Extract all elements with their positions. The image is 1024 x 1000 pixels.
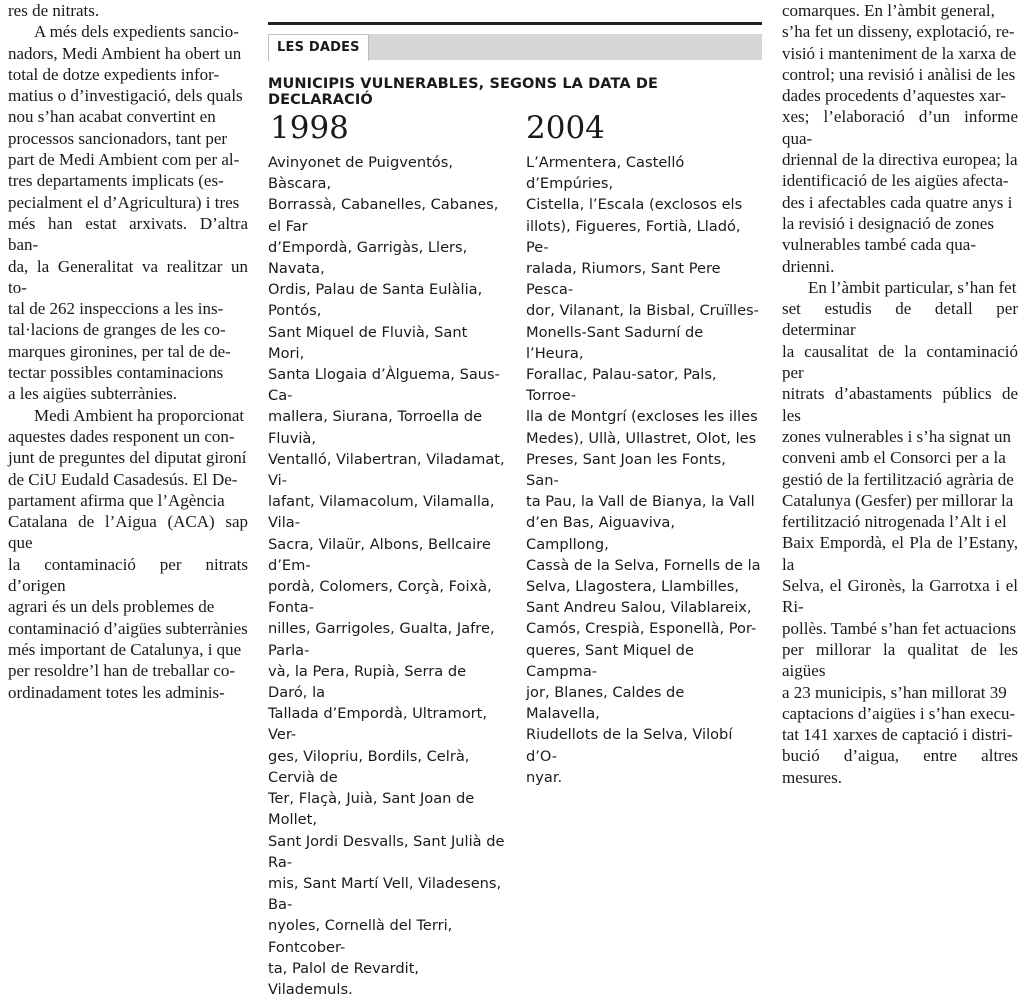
paragraph-continuation: res de nitrats.: [8, 1, 100, 20]
article-column-left: [8, 0, 248, 703]
paragraph-expedients: A més dels expedients sancio- nadors, Medi Ambient ha obert un total de dotze expedients infor- matius o d’investigació, dels quals nou s’han acabat convertint en processos sancionadors, tant per part de Medi Ambient com per al- tres departaments implicats (es- pecialment el d’Agricultura) i tres més han estat arxivats. D’altra ban- da, la Generalitat va realitzar un to- tal de 262 inspeccions a les ins- tal·lacions de granges de les co- marques gironines, per tal de de- tectar possibles contaminacions a les aigües subterrànies.: [8, 22, 248, 404]
paragraph-ambit-general: comarques. En l’àmbit general, s’ha fet un disseny, explotació, re- visió i manteniment de la xarxa de control; una revisió i anàlisi de les dades procedents d’aquestes xar- xes; l’elaboració d’un informe qua- driennal de la directiva europea; la identificació de les aigües afecta- des i afectables cada quatre anys i la revisió i designació de zones vulnerables també cada qua- drienni.: [782, 1, 1018, 276]
box-top-rule: [268, 22, 762, 25]
year-heading-2004: 2004: [526, 110, 605, 146]
municipality-list-2004: L’Armentera, Castelló d’Empúries, Cistella, l’Escala (exclosos els illots), Figueres, Fortià, Lladó, Pe- ralada, Riumors, Sant Pere Pesca- dor, Vilanant, la Bisbal, Cruïlles- Monells-Sant Sadurní de l’Heura, Forallac, Palau-sator, Pals, Torroe- lla de Montgrí (excloses les illes Medes), Ullà, Ullastret, Olot, les Preses, Sant Joan les Fonts, San- ta Pau, la Vall de Bianya, la Vall d’en Bas, Aiguaviva, Campllong, Cassà de la Selva, Fornells de la Selva, Llagostera, Llambilles, Sant Andreu Salou, Vilablareix, Camós, Crespià, Esponellà, Por- queres, Sant Miquel de Campma- jor, Blanes, Caldes de Malavella, Riudellots de la Selva, Vilobí d’O- nyar.: [526, 154, 761, 786]
year-heading-1998: 1998: [270, 110, 349, 146]
article-column-right: [782, 0, 1018, 788]
municipality-list-1998: Avinyonet de Puigventós, Bàscara, Borrassà, Cabanelles, Cabanes, el Far d’Empordà, Garrigàs, Llers, Navata, Ordis, Palau de Santa Eulàlia, Pontós, Sant Miquel de Fluvià, Sant Mori, Santa Llogaia d’Àlguema, Saus-Ca- mallera, Siurana, Torroella de Fluvià, Ventalló, Vilabertran, Viladamat, Vi- lafant, Vilamacolum, Vilamalla, Vila- Sacra, Vilaür, Albons, Bellcaire d’Em- pordà, Colomers, Corçà, Foixà, Fonta- nilles, Garrigoles, Gualta, Jafre, Parla- và, la Pera, Rupià, Serra de Daró, la Tallada d’Empordà, Ultramort, Ver- ges, Vilopriu, Bordils, Celrà, Cervià de Ter, Flaçà, Juià, Sant Joan de Mollet, Sant Jordi Desvalls, Sant Julià de Ra- mis, Sant Martí Vell, Viladesens, Ba- nyoles, Cornellà del Terri, Fontcober- ta, Palol de Revardit, Vilademuls.: [268, 154, 505, 998]
paragraph-medi-ambient: Medi Ambient ha proporcionat aquestes dades responent un con- junt de preguntes del diputat gironí de CiU Eudald Casadesús. El De- partament afirma que l’Agència Catalana de l’Aigua (ACA) sap que la contaminació per nitrats d’origen agrari és un dels problemes de contaminació d’aigües subterrànies més important de Catalunya, i que per resoldre’l han de treballar co- ordinadament totes les adminis-: [8, 405, 248, 702]
les-dades-box: [268, 0, 762, 998]
paragraph-ambit-particular: En l’àmbit particular, s’han fet set estudis de detall per determinar la causalitat de la contaminació per nitrats d’abastaments públics de les zones vulnerables i s’ha signat un conveni amb el Consorci per a la gestió de la fertilització agrària de Catalunya (Gesfer) per millorar la fertilització nitrogenada l’Alt i el Baix Empordà, el Pla de l’Estany, la Selva, el Gironès, la Garrotxa i el Ri- pollès. També s’han fet actuacions per millorar la qualitat de les aigües a 23 municipis, s’han millorat 39 captacions d’aigües i s’han execu- tat 141 xarxes de captació i distri- bució d’aigua, entre altres mesures.: [782, 277, 1018, 787]
section-label: LES DADES: [268, 34, 369, 61]
box-headline: MUNICIPIS VULNERABLES, SEGONS LA DATA DE DECLARACIÓ: [268, 76, 658, 108]
